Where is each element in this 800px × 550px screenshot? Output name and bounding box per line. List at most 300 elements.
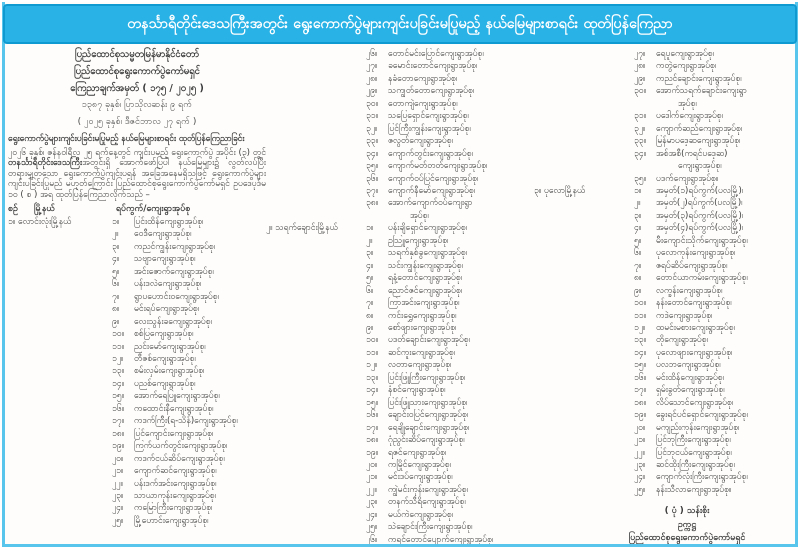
item-number: ၃၆။ (366, 173, 379, 184)
item-number: ၁၁။ (112, 341, 125, 352)
village-tract-name: ပန်းချိရှောင်ကျေးရွာအုပ်စု၊ (388, 223, 467, 234)
list-row (266, 185, 534, 197)
intro-paragraph (8, 148, 266, 200)
village-tract-name: ကဒက်ငယ်ဆိပ်ကျေးရွာအုပ်စု၊ (134, 453, 225, 464)
list-row (534, 98, 792, 110)
township-label (534, 123, 634, 135)
list-row (534, 235, 792, 247)
village-tract-name: ကျောက်နီမော်ကျေးရွာအုပ်စု၊ (388, 185, 476, 196)
list-row (534, 422, 792, 434)
item-number: ၄။ (112, 254, 120, 265)
item-number: ၁၉။ (634, 410, 647, 421)
item-number: ၅။ (366, 273, 374, 284)
township-label: ၁။ လောင်းလုံးမြို့နယ် (8, 217, 72, 228)
list-row (8, 291, 266, 303)
signature-title: ဥက္ကဋ္ဌ (677, 519, 697, 530)
village-tract-name: ပညစ်ကျေးရွာအုပ်စု၊ (134, 378, 196, 389)
header-ward: ရပ်ကွက်/ကျေးရွာအုပ်စု (116, 204, 191, 215)
village-tract-name: ပဒေါက်ကျေးရွာအုပ်စု၊ (656, 111, 723, 122)
item-number: ၂၉။ (366, 86, 378, 97)
township-label (534, 173, 634, 185)
list-row (534, 310, 792, 322)
intro-region-bold: တနင်္သာရီတိုင်းဒေသကြီး (8, 158, 83, 169)
township-label (8, 403, 112, 415)
township-label (266, 359, 366, 371)
item-number: ၁၅။ (634, 360, 647, 371)
village-tract-name: ဂုံညွင်းဆိပ်ကျေးရွာအုပ်စု၊ (388, 435, 465, 446)
list-row (266, 272, 534, 284)
list-row (266, 73, 534, 85)
item-number: ၃၅။ (634, 173, 647, 184)
item-number: ၃၃။ (634, 136, 647, 147)
list-row (266, 359, 534, 371)
village-tract-name: ရွာပဟောင်းဝကျေးရွာအုပ်စု၊ (134, 291, 219, 302)
item-number: ၂၄။ (112, 503, 124, 514)
village-tract-name: အစ်အစီ(ကရင်ပဒေ့ဆ) (656, 148, 728, 159)
list-row (266, 260, 534, 272)
township-label (534, 160, 634, 172)
township-label (534, 310, 634, 322)
township-label (534, 197, 634, 209)
column-2 (266, 46, 534, 544)
list-row (534, 173, 792, 185)
item-number: ၁။ (112, 217, 120, 228)
item-number: ၁၄။ (366, 385, 379, 396)
township-label (266, 521, 366, 533)
township-label (266, 73, 366, 85)
item-number: ၉။ (112, 316, 120, 327)
item-number: ၁၈။ (634, 397, 647, 408)
township-label (266, 422, 366, 434)
list-row (266, 409, 534, 421)
village-tract-name: ခွေးရင်ပင်ရှောင်ကျေးရွာအုပ်စု၊ (656, 410, 748, 421)
item-number: ၅။ (112, 266, 120, 277)
item-number: ၂၁။ (366, 472, 378, 483)
township-label (534, 471, 634, 483)
item-number: ၃၅။ (366, 161, 379, 172)
township-label (8, 291, 112, 303)
village-tract-name: သပြေရှောင်ကျေးရွာအုပ်စု၊ (388, 111, 469, 122)
item-number: ၂၉။ (634, 73, 646, 84)
list-row (534, 359, 792, 371)
item-number: ၆။ (366, 285, 374, 296)
list-row (534, 285, 792, 297)
list-row (266, 447, 534, 459)
list-row (266, 135, 534, 147)
village-tract-name: သဗျာကျေးရွာအုပ်စု၊ (134, 254, 196, 265)
signature-block (582, 505, 792, 544)
item-number: ၁။ (634, 185, 642, 196)
township-label (266, 297, 366, 309)
village-tract-name: ကတွဲကျေးရွာအုပ်စု၊ (656, 61, 717, 72)
header-serial: စဉ် (8, 204, 18, 215)
item-number: ၇။ (634, 260, 642, 271)
item-number: ၁၀။ (112, 329, 125, 340)
item-number: ၆။ (634, 248, 642, 259)
list-row (266, 496, 534, 508)
list-row (266, 384, 534, 396)
township-label (266, 285, 366, 297)
item-number: ၁၃။ (634, 335, 647, 346)
header-township: မြို့နယ် (34, 204, 55, 215)
list-row (534, 347, 792, 359)
list-row (534, 447, 792, 459)
item-number: ၁၃။ (112, 366, 125, 377)
list-row (266, 285, 534, 297)
item-number: ၁၅။ (112, 391, 125, 402)
township-label (266, 197, 366, 209)
item-number: ၇။ (366, 298, 374, 309)
item-number: ၁၇။ (366, 422, 379, 433)
township-label (266, 397, 366, 409)
item-number: ၂၇။ (366, 61, 378, 72)
village-tract-name: ဇလွတ်ကျေးရွာအုပ်စု၊ (388, 136, 453, 147)
township-label (8, 478, 112, 490)
list-row (8, 465, 266, 477)
list-row (8, 228, 266, 240)
township-label (534, 48, 634, 60)
village-tract-name: လေးသွန်းခကျေးရွာအုပ်စု၊ (134, 316, 212, 327)
village-tract-name: စော်ဖျားကျေးရွာအုပ်စု၊ (388, 322, 457, 333)
item-number: ၁၃။ (366, 372, 379, 383)
village-tract-name: မင်းရပ်ကျေးရွာအုပ်စု၊ (134, 304, 200, 315)
list-row (266, 334, 534, 346)
list-row (8, 403, 266, 415)
announcement-number: ကြေညာချက်အမှတ် ( ၁၇၅ / ၂၀၂၅ ) (70, 83, 204, 94)
item-number: ၂၂။ (366, 484, 377, 495)
gregorian-date: ( ၂၀၂၅ ခုနှစ်၊ ဒီဇင်ဘာလ ၂၇ ရက် ) (77, 117, 197, 127)
township-label (534, 297, 634, 309)
village-tract-name: အမှတ်(၃)ရပ်ကွက်(ပလမြို့)၊ (656, 210, 744, 221)
item-number: ၃၇။ (366, 185, 379, 196)
list-row (266, 60, 534, 72)
township-label (534, 98, 634, 110)
list-row (534, 222, 792, 234)
village-tract-name: တီဇစ်ကျေးရွာအုပ်စု၊ (134, 354, 196, 365)
township-label (8, 253, 112, 265)
list-row (266, 484, 534, 496)
village-tract-name: ပြင်းဖြူကြီးကျေးရွာအုပ်စု၊ (388, 372, 466, 383)
township-label (534, 247, 634, 259)
item-number: ၁။ (366, 223, 374, 234)
township-label (266, 98, 366, 110)
list-row (266, 471, 534, 483)
township-label (534, 260, 634, 272)
list-row (8, 365, 266, 377)
item-number: ၂၄။ (634, 472, 646, 483)
item-number: ၄။ (366, 260, 374, 271)
township-label (534, 447, 634, 459)
list-row (534, 260, 792, 272)
list-row (8, 316, 266, 328)
subject-line: ရွေးကောက်ပွဲများကျင်းပခြင်းမပြုမည့် နယ်မြေများစာရင်း ထုတ်ပြန်ကြေညာခြင်း (8, 133, 245, 143)
township-label (534, 210, 634, 222)
township-label (534, 135, 634, 147)
list-row (266, 322, 534, 334)
item-number: ၁၇။ (112, 416, 125, 427)
township-label (8, 353, 112, 365)
list-row (534, 372, 792, 384)
village-tract-name: သာယာကုန်းကျေးရွာအုပ်စု၊ (134, 491, 216, 501)
village-tract-name: ကဒဲကျေးရွာအုပ်စု၊ (656, 310, 713, 321)
township-label (534, 372, 634, 384)
village-tract-name: ဆင်ထိုးကြီးကျေးရွာအုပ်စု၊ (656, 459, 735, 470)
item-number: ၃၃။ (366, 136, 379, 147)
village-tract-name: ဇရပ်ဆိပ်ကျေးရွာအုပ်စု၊ (656, 260, 728, 271)
village-tract-name: မကျည်းကုန်းကျေးရွာအုပ်စု၊ (656, 422, 740, 433)
item-number: ၃၀။ (366, 98, 379, 109)
list-row (266, 85, 534, 97)
item-number: ၁၂။ (634, 322, 646, 333)
township-label (266, 310, 366, 322)
village-tract-name: မင်းထိန်ကျေးရွာအုပ်စု၊ (656, 372, 724, 383)
item-number: ၃။ (112, 241, 120, 252)
announcement-banner (3, 4, 797, 44)
village-tract-name: တောင်ယာကမ်းကျေးရွာအုပ်စု၊ (656, 273, 748, 284)
village-tract-name: ပုလောဖျားကျေးရွာအုပ်စု၊ (656, 347, 733, 358)
village-tract-name: သရက်နှစ်ခွကျေးရွာအုပ်စု၊ (388, 248, 467, 259)
list-row (8, 378, 266, 390)
item-number: ၉။ (634, 285, 642, 296)
village-tract-name: ကျောက်လုံးကြီးကျေးရွာအုပ်စု၊ (656, 472, 748, 483)
item-number: ၂၂။ (634, 447, 645, 458)
township-label (266, 185, 366, 197)
item-number: ၂၀။ (112, 453, 124, 464)
village-tract-name: နံစင်ကျေးရွာအုပ်စု၊ (388, 385, 446, 396)
village-tract-name: ဝေဒီကျေးရွာအုပ်စု၊ (134, 229, 192, 240)
list-row (266, 459, 534, 471)
item-number: ၃၀။ (634, 86, 647, 97)
township-label (534, 73, 634, 85)
township-label (8, 241, 112, 253)
township-label (534, 359, 634, 371)
village-tract-name: ပြင်ကျောင်းကျေးရွာအုပ်စု၊ (134, 428, 214, 439)
item-number: ၁၅။ (366, 397, 379, 408)
list-row (8, 303, 266, 315)
village-tract-name: ပလဘကျေးရွာအုပ်စု၊ (656, 360, 721, 371)
item-number: ၂၁။ (634, 435, 646, 446)
township-label (8, 502, 112, 514)
township-label: ၂။ သရက်ချောင်းမြို့နယ် (266, 223, 338, 234)
village-tract-name: ခမောင်းတောင်ကျေးရွာအုပ်စု၊ (388, 61, 478, 72)
township-label (266, 60, 366, 72)
village-tract-name: ကျောက်ဆည်ကျေးရွာအုပ်စု၊ (656, 123, 743, 134)
item-number: ၉။ (366, 322, 374, 333)
list-row (534, 334, 792, 346)
item-number: ၂၃။ (366, 497, 378, 508)
village-tract-name: အင်းဇောက်ကျေးရွာအုပ်စု၊ (134, 266, 214, 277)
intro-post: အတွင်းရှိ အောက်ဖော်ပြပါ နယ်မြေများ၌ လွတ်လပ်ပြီးတရားမျှတသော ရွေးကောက်ပွဲကျင်းပရန် အခြေအနေမရှိသဖြင့် ရွေးကောက်ပွဲများကျင်းပခြင်းပြုမည် မဟုတ်ကြောင်း ပြည်ထောင်စုရွေးကောက်ပွဲကော်မရှင် ဥပဒေပုဒ်မ ၁၀ ( စ ) အရ ထုတ်ပြန်ကြေညာလိုက်သည် – (8, 158, 266, 200)
village-tract-name: ပြင်းဖြူသားကျေးရွာအုပ်စု၊ (388, 397, 468, 408)
township-label (534, 148, 634, 160)
list-row (8, 428, 266, 440)
township-label (8, 278, 112, 290)
township-label (266, 210, 366, 222)
item-number: ၁၇။ (634, 385, 647, 396)
list-row (534, 322, 792, 334)
township-label (8, 465, 112, 477)
village-tract-name: လက္ခန်းကျေးရွာအုပ်စု၊ (656, 285, 723, 296)
township-label (8, 365, 112, 377)
item-number: ၂၅။ (366, 522, 378, 533)
village-tract-name: လတာကျေးရွာအုပ်စု၊ (388, 360, 452, 371)
item-number (634, 98, 656, 110)
list-row (534, 459, 792, 471)
list-row (266, 110, 534, 122)
list-row (266, 210, 534, 222)
list-row (266, 372, 534, 384)
village-tract-name: ကရင်တောင်ပျောက်ကျေးရွာအုပ်စု၊ (388, 534, 494, 544)
township-label (8, 316, 112, 328)
list-row (266, 123, 534, 135)
village-tract-name: ပန်းဒက်အင်းကျေးရွာအုပ်စု၊ (134, 478, 217, 489)
village-tract-name: တောကျဲကျေးရွာအုပ်စု၊ (388, 98, 458, 109)
village-tract-name: အောက်ကျောက်ဝပ်ကျေးရွာ (388, 198, 473, 209)
item-number: ၁၆။ (366, 410, 379, 421)
list-row (266, 422, 534, 434)
township-label (8, 341, 112, 353)
list-row (8, 353, 266, 365)
item-number: ၃၁။ (366, 111, 379, 122)
village-tract-name: တိုကျေးရွာအုပ်စု၊ (656, 335, 708, 346)
village-tract-name: ရေပူကျေးရွာအုပ်စု၊ (656, 49, 714, 59)
township-label (534, 60, 634, 72)
item-number: ၃၂။ (366, 123, 378, 134)
list-row (534, 471, 792, 483)
list-row (534, 297, 792, 309)
village-tract-name: အုပ်စု၊ (678, 98, 697, 109)
township-label (8, 390, 112, 402)
list-row (8, 415, 266, 427)
item-number: ၂၂။ (112, 478, 123, 489)
village-tract-name: မင်းဒပ်ကျေးရွာအုပ်စု၊ (388, 472, 453, 483)
village-tract-name: ရှမ်းခွတ်ကျေးရွာအုပ်စု၊ (656, 385, 725, 396)
item-number: ၂၅။ (634, 484, 646, 495)
list-row (8, 490, 266, 502)
list-row (8, 453, 266, 465)
township-label (266, 484, 366, 496)
item-number: ၃၁။ (634, 111, 647, 122)
township-label: ၃။ ပုလောမြို့နယ် (534, 185, 586, 196)
item-number: ၁၈။ (112, 428, 125, 439)
item-number: ၁၄။ (112, 378, 125, 389)
list-row (534, 110, 792, 122)
village-tract-name: ပြင်ဘုငယ်ကျေးရွာအုပ်စု၊ (656, 447, 732, 458)
village-tract-name: ဥဩူကျေးရွာအုပ်စု၊ (388, 235, 449, 246)
item-number: ၈။ (112, 304, 120, 315)
township-label (266, 447, 366, 459)
village-tract-name: ကဒက်ကြီး(ရ-သိန်)ကျေးရွာအုပ်စု၊ (134, 416, 238, 427)
list-row (534, 123, 792, 135)
township-label (534, 272, 634, 284)
township-label (8, 490, 112, 502)
village-tract-name: သဲချောင်းကြီးကျေးရွာအုပ်စု၊ (388, 522, 473, 533)
item-number (634, 160, 656, 172)
list-row (534, 484, 792, 496)
village-tract-name: မြို့ဟောင်းကျေးရွာအုပ်စု၊ (134, 515, 209, 526)
list-row (8, 241, 266, 253)
list-row (8, 502, 266, 514)
village-tract-name: ပဒက်ကျေးရွာအုပ်စု။ (656, 173, 719, 184)
township-label (266, 409, 366, 421)
village-tract-name: သကျွတ်တောကျေးရွာအုပ်စု၊ (388, 86, 475, 97)
village-list-column-2 (266, 48, 534, 544)
village-tract-name: အမှတ်(၁)ရပ်ကွက်(ပလမြို့)၊ (656, 185, 744, 196)
township-label (534, 235, 634, 247)
item-number: ၁၆။ (112, 403, 125, 414)
list-row (266, 173, 534, 185)
township-label (266, 509, 366, 521)
township-label (534, 459, 634, 471)
list-row (8, 266, 266, 278)
list-row (266, 235, 534, 247)
list-row (534, 148, 792, 160)
village-tract-name: ချောင်းဝပြင်ကျေးရွာအုပ်စု၊ (388, 410, 469, 421)
village-tract-name: စမ်းလှမ်းကျေးရွာအုပ်စု၊ (134, 366, 205, 377)
village-tract-name: ရေချိုချောင်းကျေးရွာအုပ်စု၊ (388, 422, 470, 433)
village-list-column-3 (534, 48, 792, 496)
item-number: ၃၈။ (366, 198, 379, 209)
item-number: ၁၁။ (366, 347, 379, 358)
village-tract-name: ကျွဲမင်းကုန်းကျေးရွာအုပ်စု၊ (388, 484, 468, 495)
list-row (8, 478, 266, 490)
township-label (534, 384, 634, 396)
township-label (266, 247, 366, 259)
township-label (266, 496, 366, 508)
village-tract-name: အောက်သရက်ချောင်းကျေးရွာ (656, 86, 747, 97)
village-tract-name: ကမြောကြီးကျေးရွာအုပ်စု၊ (134, 503, 213, 514)
item-number: ၃။ (634, 210, 642, 221)
township-label (266, 123, 366, 135)
list-row (266, 434, 534, 446)
township-label (266, 173, 366, 185)
village-tract-name: ကင်းရွှေကျေးရွာအုပ်စု၊ (388, 310, 457, 321)
list-row (534, 210, 792, 222)
item-number: ၃။ (366, 248, 374, 259)
list-row (266, 521, 534, 533)
village-tract-name: ပြင်ဘုကြီးကျေးရွာအုပ်စု၊ (656, 435, 731, 446)
township-label (8, 415, 112, 427)
township-label (266, 148, 366, 160)
township-label (534, 397, 634, 409)
township-label (534, 85, 634, 97)
township-label (266, 110, 366, 122)
list-row (534, 185, 792, 197)
list-row (534, 272, 792, 284)
village-tract-name: ကျောက်မတ်တတ်ကျေးရွာအုပ်စု၊ (388, 161, 488, 172)
list-row (266, 397, 534, 409)
village-tract-name: နန်းသီလာကျေးရွာအုပ်စု။ (656, 484, 732, 495)
village-tract-name: ကျေးရွာအုပ်စု၊ (678, 161, 722, 172)
item-number: ၄။ (634, 223, 642, 234)
item-number: ၂။ (634, 198, 641, 209)
village-tract-name: ကျောက်ဆင်ကျေးရွာအုပ်စု၊ (134, 466, 217, 477)
item-number: ၁၂။ (366, 360, 378, 371)
item-number: ၈။ (366, 310, 374, 321)
village-tract-name: မီးကျောင်းသိုက်ကျေးရွာအုပ်စု၊ (656, 235, 748, 246)
township-label (266, 459, 366, 471)
table-header-row (8, 202, 266, 216)
township-label (266, 334, 366, 346)
township-label (8, 328, 112, 340)
township-label (8, 428, 112, 440)
village-tract-name: ကထောင်းနီကျေးရွာအုပ်စု၊ (134, 403, 214, 414)
list-row (8, 390, 266, 402)
list-row (266, 509, 534, 521)
village-tract-name: မယ်ကဲကျေးရွာအုပ်စု၊ (388, 509, 454, 520)
village-tract-name: ကျောက်ဝပ်ပြင်ကျေးရွာအုပ်စု၊ (388, 173, 479, 184)
village-tract-name: ပုလောကုန်းကျေးရွာအုပ်စု၊ (656, 248, 736, 259)
